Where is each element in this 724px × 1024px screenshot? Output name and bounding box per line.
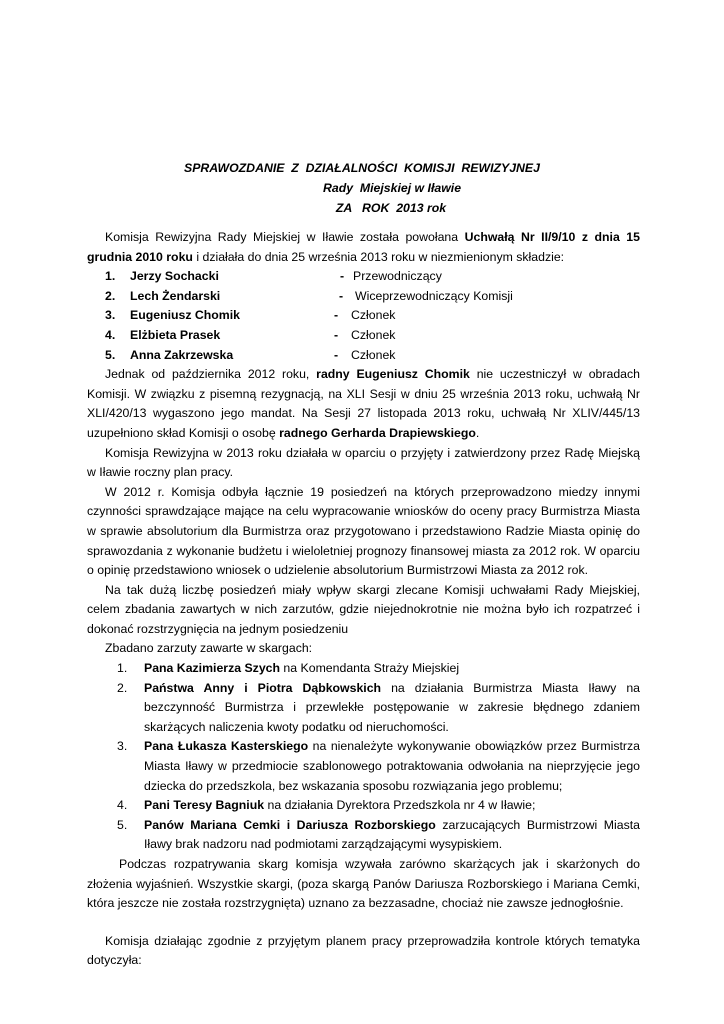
committee-members — [87, 267, 640, 365]
complaint-text: na działania Dyrektora Przedszkola nr 4 w Iławie; — [264, 798, 536, 813]
member-role: Członek — [351, 347, 396, 362]
change-text: Jednak od października 2012 roku, — [105, 367, 317, 382]
list-number: 2. — [117, 680, 128, 695]
member-row — [87, 326, 640, 346]
councillor-drapiewski: radnego Gerharda Drapiewskiego — [279, 425, 476, 440]
member-row — [87, 346, 640, 366]
intro-paragraph — [87, 228, 640, 267]
member-row — [87, 306, 640, 326]
title-line-2: Rady Miejskiej w Iławie — [322, 181, 462, 195]
member-name: Anna Zakrzewska — [130, 347, 234, 362]
meetings-paragraph: W 2012 r. Komisja odbyła łącznie 19 posiedzeń na których przeprowadzono miedzy innymi czynności sprawdzające mające na celu wypracowanie wniosków do oceny pracy Burmistrza Miasta w sprawie absolutorium dla Burmistrza oraz przygotowano i przedstawiono Radzie Miasta opinię do sprawozdania z wykonanie budżetu i wieloletniej prognozy finansowej miasta za 2012 rok. W oparciu o opinię przedstawiono wniosek o udzielenie absolutorium Burmistrzowi Miasta za 2012 rok. — [87, 484, 640, 578]
report-title — [0, 158, 724, 218]
complainant: Pana Kazimierza Szych — [144, 661, 281, 676]
member-row — [87, 267, 640, 287]
member-number: 2. — [105, 288, 116, 303]
membership-change-paragraph — [87, 365, 640, 443]
member-role: Przewodniczący — [353, 269, 442, 284]
list-number: 3. — [117, 739, 128, 754]
member-name: Elżbieta Prasek — [130, 327, 221, 342]
complaint-text: na Komendanta Straży Miejskiej — [280, 661, 460, 676]
member-row — [87, 287, 640, 307]
member-role: Członek — [351, 327, 396, 342]
complainant: Panów Mariana Cemki i Dariusza Rozborskiego — [144, 817, 436, 832]
summary-paragraph: Podczas rozpatrywania skarg komisja wzywała zarówno skarżących jak i skarżonych do złożenia wyjaśnień. Wszystkie skargi, (poza skargą Panów Dariusza Rozborskiego i Mariana Cemki, która jeszcze nie została rozstrzygnięta) uznano za bezzasadne, chociaż nie zawsze jednogłośnie. — [87, 857, 640, 911]
title-line-3: ZA ROK 2013 rok — [335, 201, 447, 215]
complaints-list — [87, 659, 640, 855]
list-number: 1. — [117, 661, 128, 676]
list-item — [87, 679, 640, 738]
complaint-text: na nienależyte wykonywanie obowiązków przez Burmistrza Miasta Iławy w przedmiocie szablonowego potraktowania odwołania na nieprzyjęcie jego dziecka do przedszkola, bez wskazania sposobu rozwiązania jego problemu; — [144, 739, 640, 793]
member-dash: - — [334, 347, 339, 362]
member-dash: - — [339, 288, 344, 303]
member-number: 4. — [105, 327, 116, 342]
list-item — [87, 796, 640, 816]
resolution-reference: Uchwałą Nr II/9/10 z dnia 15 grudnia 2010 roku — [87, 230, 640, 264]
controls-paragraph: Komisja działając zgodnie z przyjętym planem pracy przeprowadziła kontrole których tematyka dotyczyła: — [87, 933, 640, 968]
complaint-text: zarzucających Burmistrzowi Miasta Iławy brak nadzoru nad podmiotami zarządzającymi wysypiskiem. — [144, 817, 640, 852]
intro-text: Komisja Rewizyjna Rady Miejskiej w Iławie została powołana — [105, 230, 465, 244]
title-line-1: SPRAWOZDANIE Z DZIAŁALNOŚCI KOMISJI REWIZYJNEJ — [184, 161, 540, 175]
change-text-end: . — [475, 425, 480, 440]
list-number: 5. — [117, 817, 128, 832]
report-body — [87, 228, 640, 971]
member-role: Członek — [351, 308, 396, 323]
paragraph-gap — [87, 914, 640, 932]
complainant: Pana Łukasza Kasterskiego — [144, 739, 309, 754]
member-name: Jerzy Sochacki — [130, 269, 219, 284]
complaints-intro-paragraph: Na tak dużą liczbę posiedzeń miały wpływ skargi zlecane Komisji uchwałami Rady Miejskiej, celem zbadania zawartych w nich zarzutów, gdzie niejednokrotnie nie można było ich rozpatrzeć i dokonać rozstrzygnięcia na jednym posiedzeniu — [87, 582, 640, 636]
intro-text-end: i działała do dnia 25 września 2013 roku w niezmienionym składzie: — [192, 249, 565, 264]
complaints-label: Zbadano zarzuty zawarte w skargach: — [105, 641, 313, 656]
member-number: 1. — [105, 269, 116, 284]
member-name: Eugeniusz Chomik — [130, 308, 240, 323]
councillor-chomik: radny Eugeniusz Chomik — [316, 367, 470, 382]
member-dash: - — [334, 327, 339, 342]
complainant: Państwa Anny i Piotra Dąbkowskich — [144, 680, 382, 695]
list-item — [87, 659, 640, 679]
complaint-text: na działania Burmistrza Miasta Iławy na bezczynność Burmistrza i przewlekłe postępowanie w zakresie błędnego zdaniem skarżących naliczenia kwoty podatku od nieruchomości. — [144, 680, 640, 734]
member-number: 3. — [105, 308, 116, 323]
work-plan-paragraph: Komisja Rewizyjna w 2013 roku działała w oparciu o przyjęty i zatwierdzony przez Radę Miejską w Iławie roczny plan pracy. — [87, 445, 640, 480]
list-item — [87, 737, 640, 796]
member-dash: - — [340, 269, 345, 284]
change-text-mid: nie uczestniczył w obradach Komisji. W związku z pisemną rezygnacją, na XLI Sesji w dniu 25 września 2013 roku, uchwałą Nr XLI/420/13 wygaszono jego mandat. Na Sesji 27 listopada 2013 roku, uchwałą Nr XLIV/445/13 uzupełniono skład Komisji o osobę — [87, 367, 640, 440]
list-item — [87, 816, 640, 855]
complainant: Pani Teresy Bagniuk — [144, 798, 265, 813]
member-role: Wiceprzewodniczący Komisji — [355, 288, 513, 303]
member-dash: - — [334, 308, 339, 323]
member-name: Lech Żendarski — [130, 288, 221, 303]
member-number: 5. — [105, 347, 116, 362]
list-number: 4. — [117, 798, 128, 813]
